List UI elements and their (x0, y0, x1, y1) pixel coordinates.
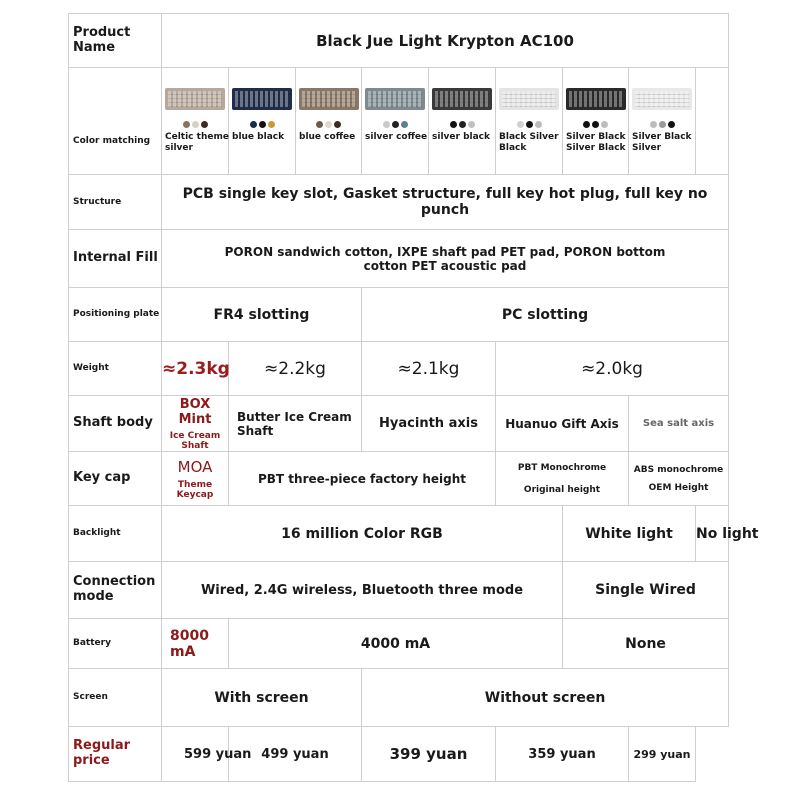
color-dot (268, 121, 275, 128)
weight-value: ≈2.1kg (362, 342, 496, 396)
backlight-white: White light (563, 506, 696, 562)
color-dot (459, 121, 466, 128)
structure-value: PCB single key slot, Gasket structure, full key hot plug, full key no punch (162, 175, 729, 230)
battery-8000: 8000 mA (162, 619, 229, 669)
variant-caption: Celtic theme silver (165, 132, 229, 154)
color-dots (162, 119, 228, 127)
price-value: 599 yuan (162, 727, 229, 782)
battery-label: Battery (69, 619, 162, 669)
keycap-label: Key cap (69, 452, 162, 506)
color-matching-row (69, 68, 729, 175)
color-dot (468, 121, 475, 128)
color-dots (362, 119, 428, 127)
battery-none: None (563, 619, 729, 669)
box-mint-sub: Ice Cream Shaft (169, 430, 221, 451)
variant-swatch (429, 68, 496, 175)
variant-swatch (296, 68, 362, 175)
color-dot (601, 121, 608, 128)
price-row (69, 727, 729, 782)
shaft-butter: Butter Ice Cream Shaft (229, 396, 362, 452)
box-mint-title: BOX Mint (178, 396, 212, 427)
keyboard-image (632, 88, 692, 110)
variant-caption: silver coffee (365, 132, 428, 142)
variant-swatch (496, 68, 563, 175)
screen-with: With screen (162, 669, 362, 727)
price-label: Regular price (69, 727, 162, 782)
color-dot (526, 121, 533, 128)
abs-mono-sub: OEM Height (648, 482, 709, 493)
variant-swatch (629, 68, 696, 175)
positioning-plate-label: Positioning plate (69, 288, 162, 342)
color-dots (296, 119, 361, 127)
color-dot (192, 121, 199, 128)
color-dot (450, 121, 457, 128)
keyboard-image (365, 88, 425, 110)
price-value: 359 yuan (496, 727, 629, 782)
weight-value: ≈2.3kg (162, 342, 229, 396)
variant-swatch (162, 68, 229, 175)
fr4-slotting: FR4 slotting (162, 288, 362, 342)
variant-caption: silver black (432, 132, 490, 142)
connection-row (69, 562, 729, 619)
keyboard-image (499, 88, 559, 110)
keyboard-image (299, 88, 359, 110)
weight-value: ≈2.0kg (496, 342, 729, 396)
shaft-sea-salt: Sea salt axis (629, 396, 729, 452)
internal-fill-row (69, 230, 729, 288)
weight-row (69, 342, 729, 396)
color-matching-label: Color matching (69, 68, 162, 175)
price-value: 499 yuan (229, 727, 362, 782)
spec-table (68, 13, 759, 782)
color-dot (316, 121, 323, 128)
color-dot (668, 121, 675, 128)
color-dot (250, 121, 257, 128)
color-dot (201, 121, 208, 128)
structure-row (69, 175, 729, 230)
variant-swatch-empty (696, 68, 729, 175)
keycap-row (69, 452, 729, 506)
keyboard-image (566, 88, 626, 110)
keycap-pbt-mono (496, 452, 629, 506)
color-dot (401, 121, 408, 128)
battery-4000: 4000 mA (229, 619, 563, 669)
internal-fill-label: Internal Fill (69, 230, 162, 288)
screen-label: Screen (69, 669, 162, 727)
color-dot (592, 121, 599, 128)
price-value: 299 yuan (629, 727, 696, 782)
shaft-huanuo: Huanuo Gift Axis (496, 396, 629, 452)
color-dot (259, 121, 266, 128)
variant-caption: Black Silver Black (499, 132, 559, 154)
color-dot (183, 121, 190, 128)
backlight-label: Backlight (69, 506, 162, 562)
color-dot (392, 121, 399, 128)
product-name-row (69, 14, 729, 68)
moa-title: MOA (177, 457, 213, 476)
keycap-pbt-three: PBT three-piece factory height (229, 452, 496, 506)
variant-swatch (563, 68, 629, 175)
backlight-rgb: 16 million Color RGB (162, 506, 563, 562)
variant-caption: blue coffee (299, 132, 356, 142)
shaft-hyacinth: Hyacinth axis (362, 396, 496, 452)
weight-label: Weight (69, 342, 162, 396)
connection-three-mode: Wired, 2.4G wireless, Bluetooth three mode (162, 562, 563, 619)
keycap-abs-mono (629, 452, 729, 506)
abs-mono-title: ABS monochrome (633, 464, 724, 475)
keyboard-image (165, 88, 225, 110)
color-dot (659, 121, 666, 128)
color-dots (229, 119, 295, 127)
shaft-body-row (69, 396, 729, 452)
shaft-body-label: Shaft body (69, 396, 162, 452)
color-dot (583, 121, 590, 128)
keycap-moa (162, 452, 229, 506)
positioning-plate-row (69, 288, 729, 342)
keyboard-image (232, 88, 292, 110)
variant-swatch (362, 68, 429, 175)
structure-label: Structure (69, 175, 162, 230)
screen-without: Without screen (362, 669, 729, 727)
product-name-label: Product Name (69, 14, 162, 68)
pc-slotting: PC slotting (362, 288, 729, 342)
color-dot (325, 121, 332, 128)
variant-swatch (229, 68, 296, 175)
connection-label: Connection mode (69, 562, 162, 619)
internal-fill-value: PORON sandwich cotton, IXPE shaft pad PET pad, PORON bottom cotton PET acoustic pad (162, 230, 729, 288)
variant-caption: Silver Black Silver (632, 132, 692, 154)
color-dot (535, 121, 542, 128)
product-title: Black Jue Light Krypton AC100 (162, 14, 729, 68)
color-dot (517, 121, 524, 128)
price-value: 399 yuan (362, 727, 496, 782)
keyboard-image (432, 88, 492, 110)
moa-sub: Theme Keycap (176, 479, 214, 500)
backlight-row (69, 506, 729, 562)
weight-value: ≈2.2kg (229, 342, 362, 396)
color-dots (563, 119, 628, 127)
variant-caption: Silver Black Silver Black (566, 132, 626, 154)
color-dot (334, 121, 341, 128)
battery-row (69, 619, 729, 669)
color-dots (496, 119, 562, 127)
color-dot (383, 121, 390, 128)
color-dots (629, 119, 695, 127)
shaft-box-mint (162, 396, 229, 452)
pbt-mono-title: PBT Monochrome (517, 462, 607, 473)
color-dots (429, 119, 495, 127)
backlight-none: No light (696, 506, 729, 562)
screen-row (69, 669, 729, 727)
variant-caption: blue black (232, 132, 285, 142)
connection-single: Single Wired (563, 562, 729, 619)
pbt-mono-sub: Original height (523, 484, 601, 495)
color-dot (650, 121, 657, 128)
